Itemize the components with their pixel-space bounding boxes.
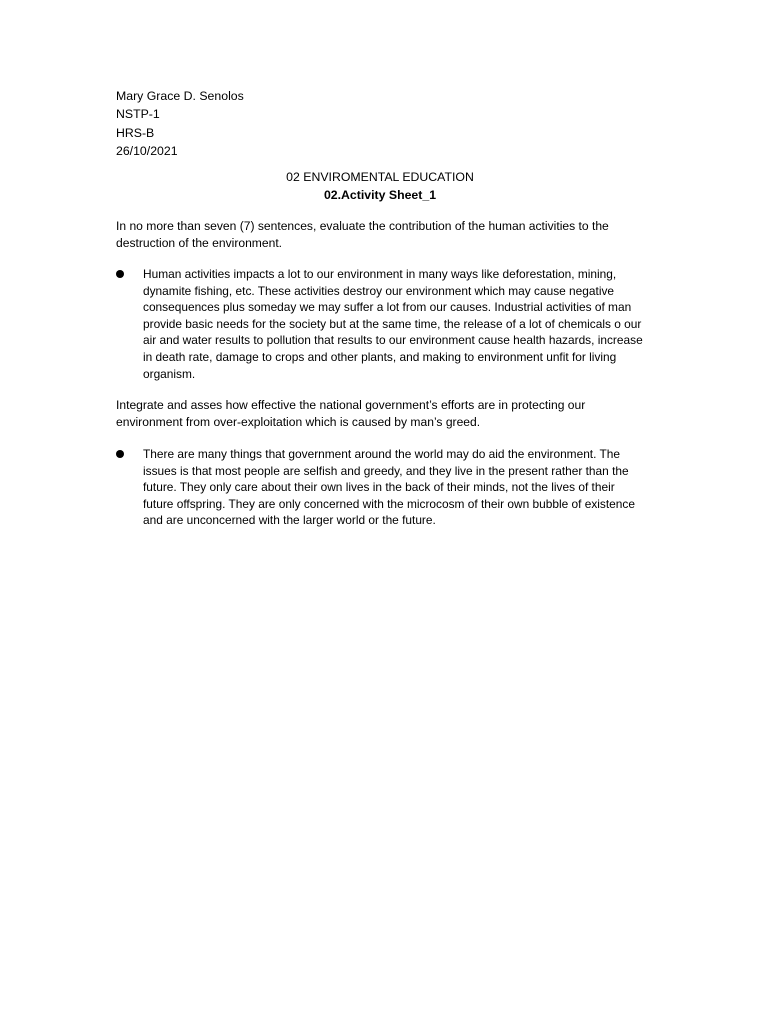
module-title: 02 ENVIROMENTAL EDUCATION [286, 170, 474, 184]
student-info [116, 87, 244, 161]
bullet-icon [116, 270, 124, 278]
student-name: Mary Grace D. Senolos [116, 89, 244, 103]
answer-1-text: Human activities impacts a lot to our environment in many ways like deforestation, mining, dynamite fishing, etc. These activities destroy our environment which may cause negative consequences plus someday we may suffer a lot from our causes. Industrial activities of man provide basic needs for the society but at the same time, the release of a lot of chemicals o our air and water results to pollution that results to our environment cause health hazards, increase in death rate, damage to crops and other plants, and making to environment unfit for living organism. [143, 267, 643, 381]
section-code: HRS-B [116, 125, 155, 140]
bullet-icon [116, 450, 124, 458]
answer-2-text: There are many things that government around the world may do aid the environment. The issues is that most people are selfish and greedy, and they live in the present rather than the future. They only care about their own lives in the back of their minds, not the lives of their future offspring. They are only concerned with the microcosm of their own bubble of existence and are unconcerned with the larger world or the future. [143, 447, 635, 528]
document-titles [0, 169, 760, 204]
question-2-prompt: Integrate and asses how effective the national government’s efforts are in protecting our environment from over-exploitation which is caused by man’s greed. [116, 398, 586, 430]
course-code: NSTP-1 [116, 107, 160, 122]
submission-date: 26/10/2021 [116, 144, 178, 159]
question-1-prompt: In no more than seven (7) sentences, evaluate the contribution of the human activities to the destruction of the environment. [116, 219, 609, 251]
activity-title: 02.Activity Sheet_1 [323, 187, 437, 202]
